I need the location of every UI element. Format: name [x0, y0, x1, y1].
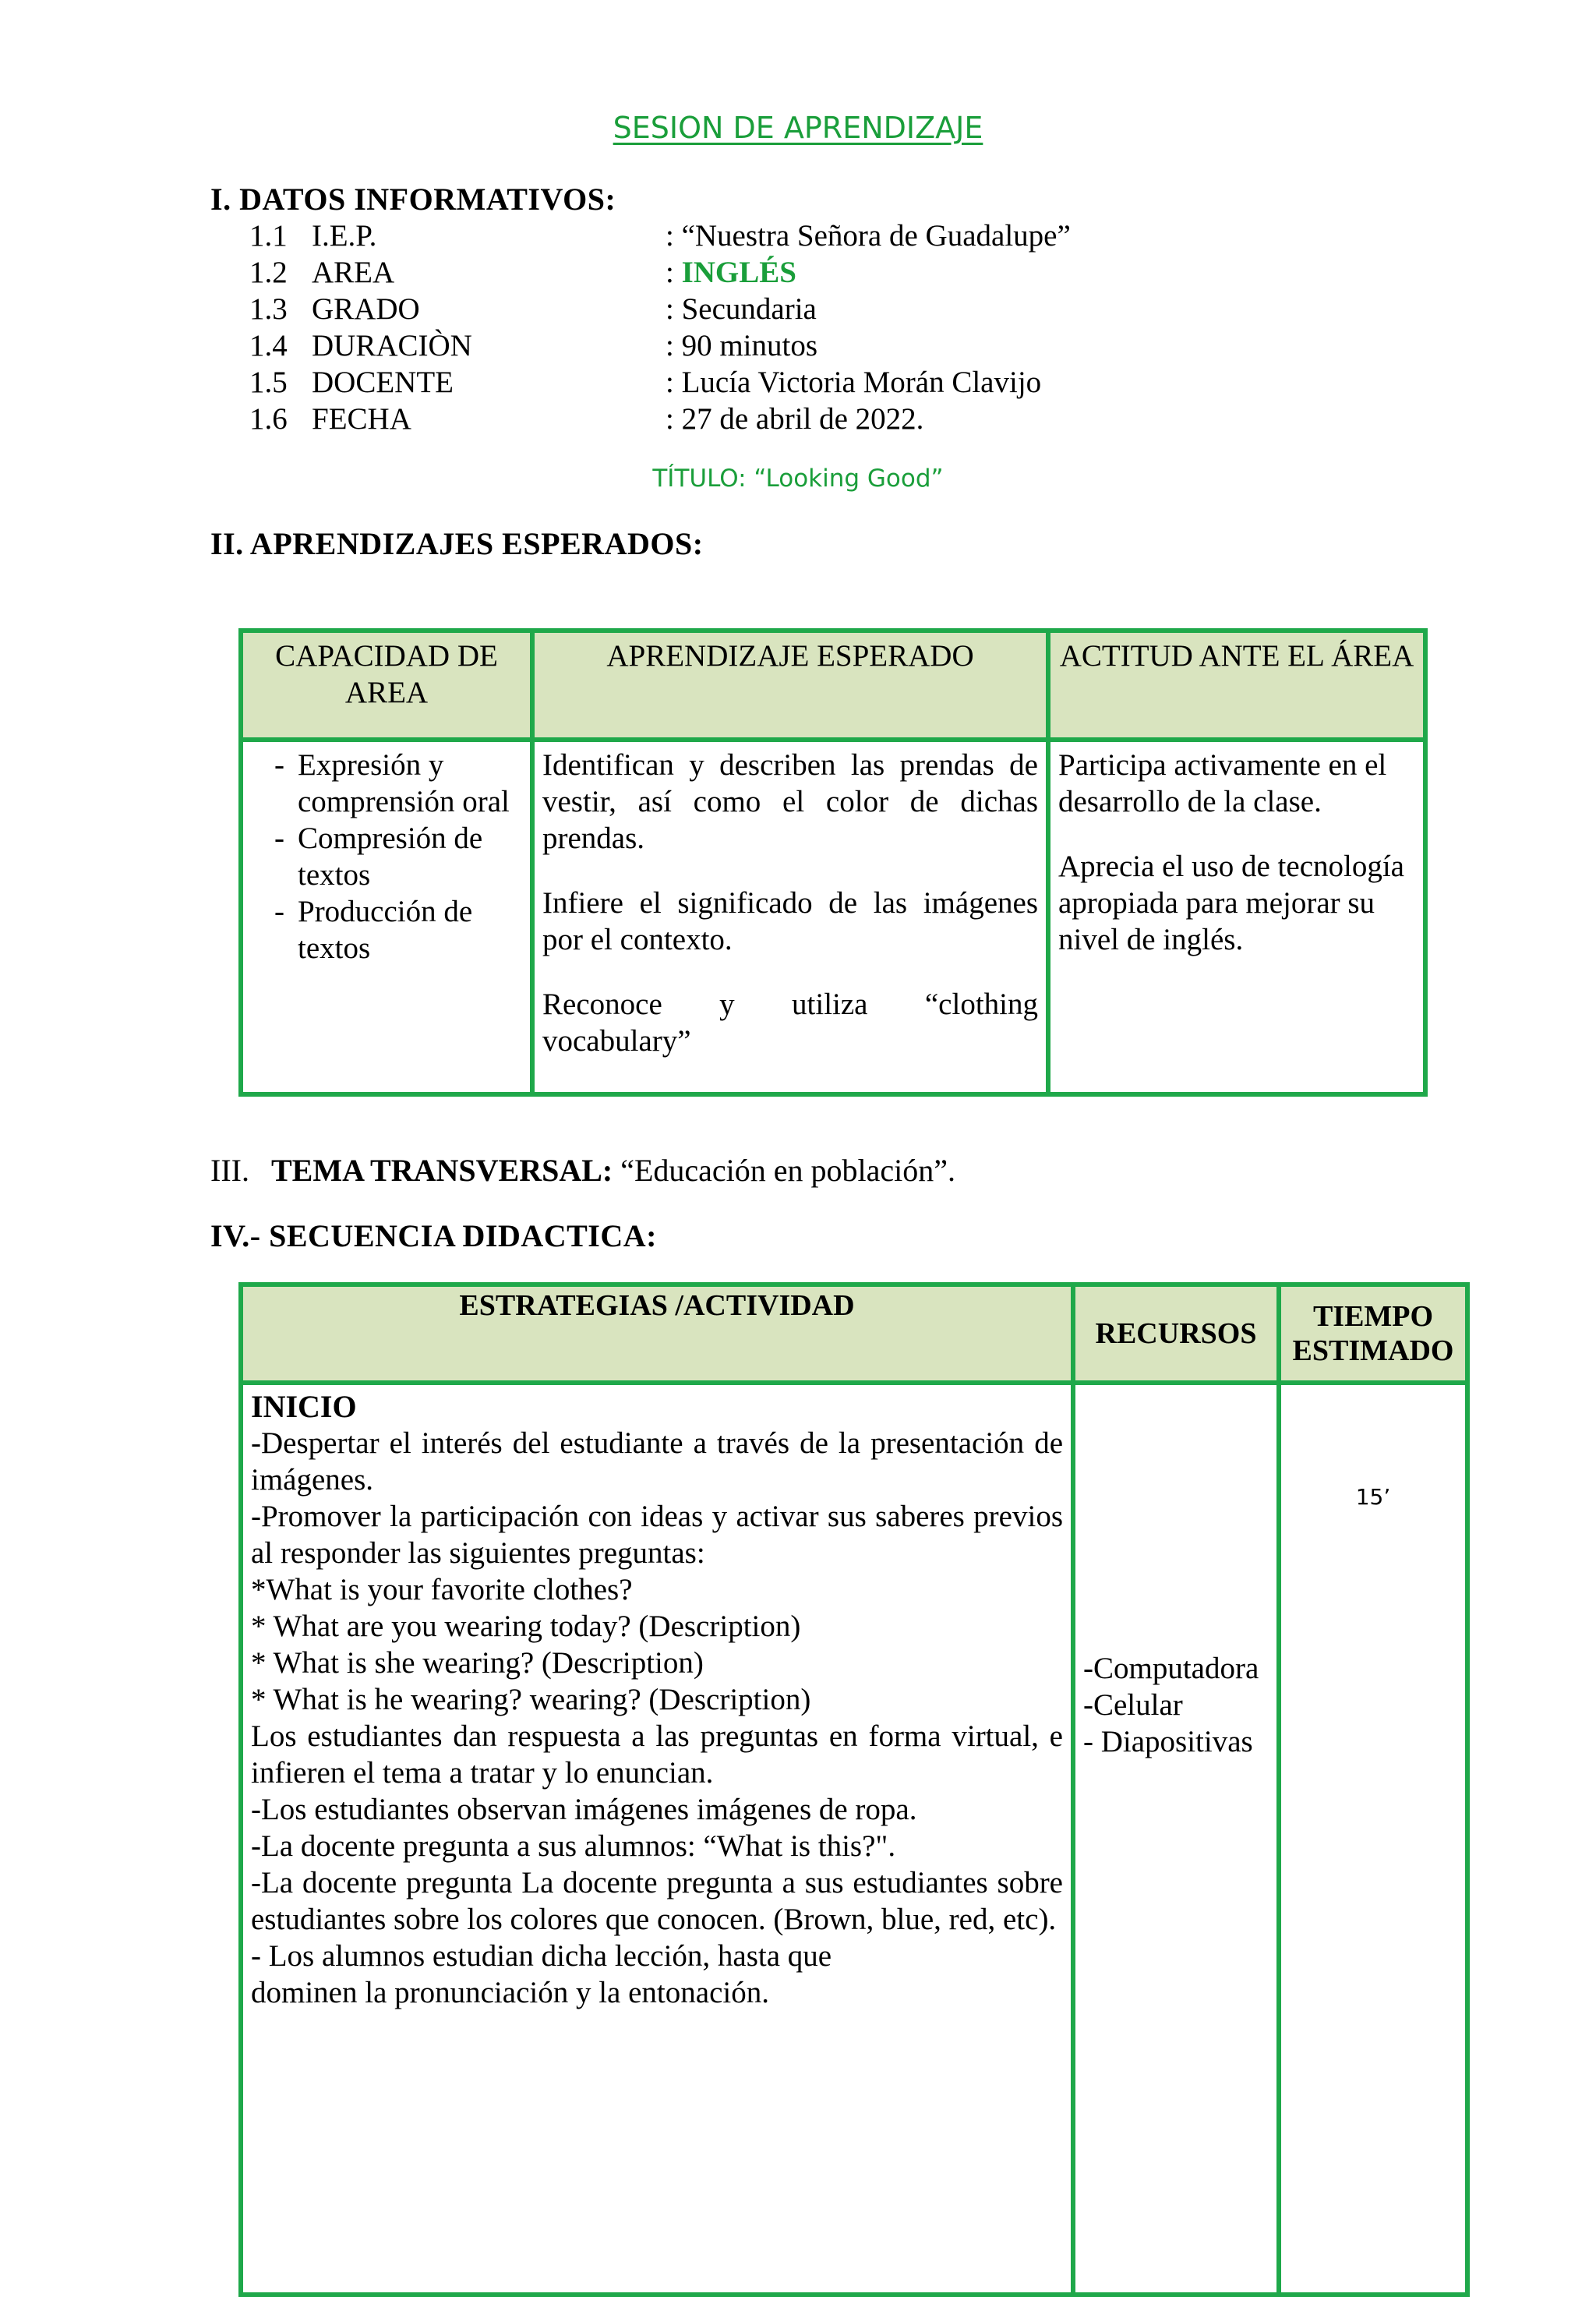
info-value: : Secundaria: [666, 292, 817, 326]
info-label: AREA: [312, 256, 395, 289]
capacidad-list: [251, 747, 522, 967]
info-row: [249, 328, 818, 363]
info-row: [249, 292, 817, 327]
info-label: DURACIÒN: [312, 329, 472, 362]
recursos-cell: [1073, 1383, 1279, 2295]
aprendizaje-item: Identifican y describen las prendas de vestir, así como el color de dichas prendas.: [542, 748, 1038, 855]
document-title: SESION DE APRENDIZAJE: [613, 111, 983, 145]
section-3: [210, 1152, 955, 1189]
recurso-item: -Celular: [1083, 1688, 1183, 1722]
column-header-aprendizaje: APRENDIZAJE ESPERADO: [532, 631, 1048, 740]
section-1-heading: I. DATOS INFORMATIVOS:: [210, 182, 616, 217]
info-value: : Lucía Victoria Morán Clavijo: [666, 366, 1042, 399]
section-3-value: “Educación en población”.: [620, 1153, 956, 1188]
info-row: [249, 401, 924, 436]
info-row: [249, 365, 1042, 400]
capacidad-cell: [241, 740, 532, 1094]
info-value: : 27 de abril de 2022.: [666, 402, 924, 436]
info-num: 1.5: [249, 366, 288, 399]
capacidad-item: - Expresión y comprensión oral: [251, 747, 522, 820]
tiempo-value: 15’: [1355, 1484, 1391, 1510]
recurso-item: -Computadora: [1083, 1652, 1259, 1685]
aprendizaje-item: Reconoce y utiliza “clothing vocabulary”: [542, 988, 1038, 1058]
lesson-title: TÍTULO: “Looking Good”: [652, 465, 944, 493]
info-label: GRADO: [312, 292, 420, 326]
info-label: I.E.P.: [312, 219, 377, 253]
capacidad-item: - Compresión de textos: [251, 820, 522, 893]
section-3-label: TEMA TRANSVERSAL:: [270, 1153, 613, 1188]
column-header-actitud: ACTITUD ANTE EL ÁREA: [1048, 631, 1425, 740]
info-value-prefix: :: [666, 256, 682, 289]
aprendizaje-cell: [532, 740, 1048, 1094]
aprendizaje-item: Infiere el significado de las imágenes por el contexto.: [542, 886, 1038, 956]
info-value: : “Nuestra Señora de Guadalupe”: [666, 219, 1071, 253]
didactic-sequence-table: [238, 1282, 1470, 2297]
info-row: [249, 218, 1071, 253]
info-num: 1.4: [249, 329, 288, 362]
info-label: FECHA: [312, 402, 411, 436]
column-header-estrategias: ESTRATEGIAS /ACTIVIDAD: [241, 1285, 1073, 1383]
capacidad-item: - Producción de textos: [251, 893, 522, 967]
activities-cell: [241, 1383, 1073, 2295]
column-header-recursos: RECURSOS: [1073, 1285, 1279, 1383]
info-num: 1.1: [249, 219, 288, 253]
info-num: 1.2: [249, 256, 288, 289]
recurso-item: - Diapositivas: [1083, 1725, 1253, 1758]
expected-learning-table: [238, 628, 1428, 1097]
column-header-tiempo: TIEMPO ESTIMADO: [1279, 1285, 1467, 1383]
activities-text: -Despertar el interés del estudiante a través de la presentación de imágenes. -Promover la participación con ideas y activar sus saberes previos al responder las siguientes preguntas: *What is your favorite clothes? * What are you wearing today? (Description) * What is she wearing? (Description) * What is he wearing? wearing? (Description) Los estudiantes dan respuesta a las preguntas en forma virtual, e infieren el tema a tratar y lo enuncian. -Los estudiantes observan imágenes imágenes de ropa. -La docente pregunta a sus alumnos: “What is this?". -La docente pregunta La docente pregunta a sus estudiantes sobre estudiantes sobre los colores que conocen. (Brown, blue, red, etc). - Los alumnos estudian dicha lección, hasta que dominen la pronunciación y la entonación.: [251, 1426, 1063, 2009]
info-num: 1.3: [249, 292, 288, 326]
actitud-item: Aprecia el uso de tecnología apropiada para mejorar su nivel de inglés.: [1058, 850, 1404, 956]
actitud-item: Participa activamente en el desarrollo de la clase.: [1058, 748, 1387, 818]
column-header-capacidad: CAPACIDAD DE AREA: [241, 631, 532, 740]
section-2-heading: II. APRENDIZAJES ESPERADOS:: [210, 526, 704, 561]
info-row: [249, 255, 796, 290]
area-highlight: INGLÉS: [681, 256, 796, 289]
phase-label: INICIO: [251, 1389, 357, 1424]
section-4-heading: IV.- SECUENCIA DIDACTICA:: [210, 1218, 657, 1253]
tiempo-cell: [1279, 1383, 1467, 2295]
info-value: : 90 minutos: [666, 329, 818, 362]
actitud-cell: [1048, 740, 1425, 1094]
section-3-number: III.: [210, 1153, 249, 1188]
info-label: DOCENTE: [312, 366, 454, 399]
info-value: [666, 255, 796, 290]
info-num: 1.6: [249, 402, 288, 436]
